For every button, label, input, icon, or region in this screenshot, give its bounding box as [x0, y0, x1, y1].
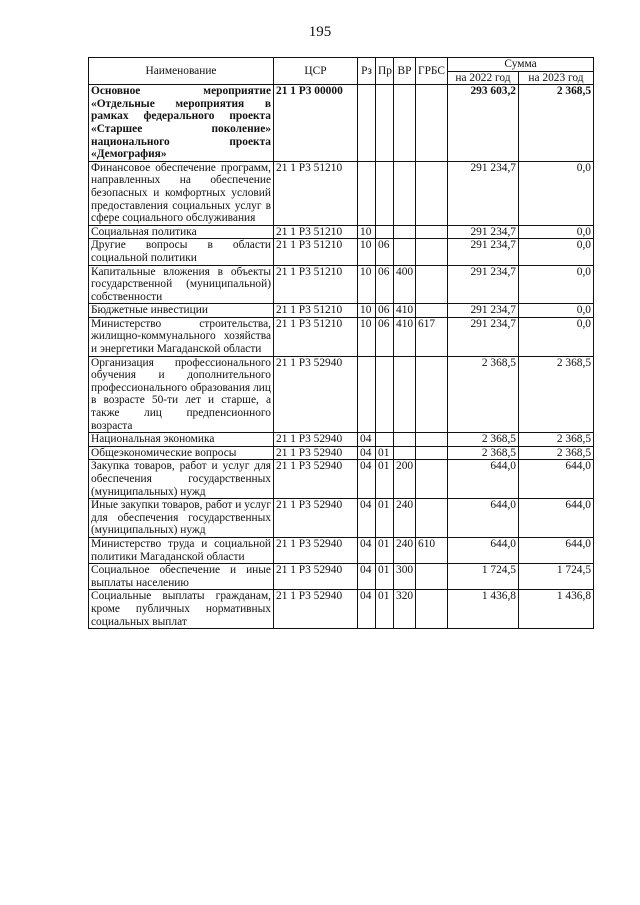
cell-rz: 10	[358, 304, 376, 318]
cell-pr: 01	[376, 446, 394, 460]
cell-y2022: 291 234,7	[448, 265, 519, 304]
cell-y2022: 2 368,5	[448, 433, 519, 447]
cell-name: Организация профессионального обучения и дополнительного профессионального образования лиц в возрасте 50-ти лет и старше, а также лиц предпенсионного возраста	[89, 356, 274, 433]
cell-vr: 320	[394, 590, 416, 629]
cell-csr: 21 1 Р3 52940	[274, 590, 358, 629]
table-row	[89, 446, 594, 460]
header-pr: Пр	[376, 58, 394, 85]
cell-y2023: 1 724,5	[519, 564, 594, 590]
cell-vr	[394, 239, 416, 265]
cell-pr: 01	[376, 537, 394, 563]
cell-y2023: 0,0	[519, 317, 594, 356]
cell-name: Капитальные вложения в объекты государственной (муниципальной) собственности	[89, 265, 274, 304]
cell-rz: 10	[358, 265, 376, 304]
table-row	[89, 304, 594, 318]
cell-rz: 10	[358, 225, 376, 239]
cell-y2022: 644,0	[448, 460, 519, 499]
cell-rz: 10	[358, 317, 376, 356]
table-row	[89, 499, 594, 538]
cell-name: Закупка товаров, работ и услуг для обеспечения государственных (муниципальных) нужд	[89, 460, 274, 499]
cell-pr: 06	[376, 265, 394, 304]
table-row	[89, 239, 594, 265]
cell-y2023: 2 368,5	[519, 446, 594, 460]
cell-y2022: 291 234,7	[448, 225, 519, 239]
cell-y2022: 291 234,7	[448, 239, 519, 265]
cell-grbs	[416, 564, 448, 590]
table-row	[89, 265, 594, 304]
cell-csr: 21 1 Р3 52940	[274, 460, 358, 499]
table-row	[89, 356, 594, 433]
cell-y2023: 0,0	[519, 265, 594, 304]
table-row	[89, 433, 594, 447]
cell-y2023: 1 436,8	[519, 590, 594, 629]
cell-rz: 04	[358, 499, 376, 538]
cell-vr: 240	[394, 537, 416, 563]
cell-csr: 21 1 Р3 51210	[274, 225, 358, 239]
cell-name: Министерство строительства, жилищно-коммунального хозяйства и энергетики Магаданской области	[89, 317, 274, 356]
cell-y2022: 2 368,5	[448, 446, 519, 460]
table-row	[89, 537, 594, 563]
cell-csr: 21 1 Р3 52940	[274, 564, 358, 590]
table-row	[89, 590, 594, 629]
cell-rz: 04	[358, 537, 376, 563]
cell-csr: 21 1 Р3 00000	[274, 85, 358, 162]
cell-name: Бюджетные инвестиции	[89, 304, 274, 318]
header-year-2022: на 2022 год	[448, 71, 519, 85]
cell-pr: 01	[376, 460, 394, 499]
cell-rz: 04	[358, 590, 376, 629]
cell-rz	[358, 85, 376, 162]
cell-vr: 400	[394, 265, 416, 304]
cell-csr: 21 1 Р3 51210	[274, 161, 358, 225]
cell-csr: 21 1 Р3 52940	[274, 537, 358, 563]
cell-vr: 300	[394, 564, 416, 590]
cell-rz	[358, 161, 376, 225]
cell-vr	[394, 225, 416, 239]
cell-grbs	[416, 85, 448, 162]
cell-grbs	[416, 460, 448, 499]
cell-name: Министерство труда и социальной политики Магаданской области	[89, 537, 274, 563]
cell-csr: 21 1 Р3 51210	[274, 304, 358, 318]
cell-grbs	[416, 446, 448, 460]
cell-grbs	[416, 265, 448, 304]
cell-csr: 21 1 Р3 51210	[274, 317, 358, 356]
cell-y2023: 644,0	[519, 537, 594, 563]
page-number: 195	[308, 24, 332, 40]
cell-vr	[394, 433, 416, 447]
cell-pr	[376, 433, 394, 447]
cell-vr	[394, 356, 416, 433]
cell-rz: 04	[358, 446, 376, 460]
table-row	[89, 161, 594, 225]
table-body	[89, 85, 594, 629]
cell-y2022: 1 724,5	[448, 564, 519, 590]
header-rz: Рз	[358, 58, 376, 85]
cell-pr	[376, 356, 394, 433]
cell-y2022: 644,0	[448, 537, 519, 563]
cell-csr: 21 1 Р3 51210	[274, 265, 358, 304]
cell-grbs	[416, 356, 448, 433]
header-year-2023: на 2023 год	[519, 71, 594, 85]
cell-pr	[376, 161, 394, 225]
cell-y2022: 2 368,5	[448, 356, 519, 433]
budget-table	[88, 57, 594, 629]
cell-pr	[376, 85, 394, 162]
table-row	[89, 85, 594, 162]
header-grbs: ГРБС	[416, 58, 448, 85]
cell-csr: 21 1 Р3 52940	[274, 356, 358, 433]
cell-name: Иные закупки товаров, работ и услуг для обеспечения государственных (муниципальных) нужд	[89, 499, 274, 538]
cell-y2022: 291 234,7	[448, 317, 519, 356]
cell-rz: 10	[358, 239, 376, 265]
cell-y2023: 0,0	[519, 304, 594, 318]
header-sum: Сумма	[448, 58, 594, 72]
cell-y2023: 2 368,5	[519, 433, 594, 447]
cell-grbs: 617	[416, 317, 448, 356]
table-row	[89, 225, 594, 239]
cell-vr	[394, 446, 416, 460]
cell-y2023: 0,0	[519, 161, 594, 225]
cell-rz	[358, 356, 376, 433]
cell-name: Социальные выплаты гражданам, кроме публичных нормативных социальных выплат	[89, 590, 274, 629]
cell-name: Финансовое обеспечение программ, направленных на обеспечение безопасных и комфортных условий предоставления социальных услуг в сфере социального обслуживания	[89, 161, 274, 225]
cell-rz: 04	[358, 433, 376, 447]
cell-pr: 06	[376, 239, 394, 265]
cell-pr: 06	[376, 304, 394, 318]
cell-y2023: 2 368,5	[519, 356, 594, 433]
cell-pr: 06	[376, 317, 394, 356]
cell-name: Другие вопросы в области социальной политики	[89, 239, 274, 265]
header-vr: ВР	[394, 58, 416, 85]
cell-y2023: 2 368,5	[519, 85, 594, 162]
header-csr: ЦСР	[274, 58, 358, 85]
cell-y2022: 1 436,8	[448, 590, 519, 629]
cell-grbs	[416, 304, 448, 318]
cell-grbs	[416, 590, 448, 629]
cell-rz: 04	[358, 564, 376, 590]
cell-name: Социальная политика	[89, 225, 274, 239]
table-row	[89, 564, 594, 590]
cell-csr: 21 1 Р3 52940	[274, 499, 358, 538]
cell-vr: 410	[394, 317, 416, 356]
cell-name: Социальное обеспечение и иные выплаты населению	[89, 564, 274, 590]
cell-grbs	[416, 161, 448, 225]
cell-vr: 240	[394, 499, 416, 538]
table-row	[89, 317, 594, 356]
cell-pr: 01	[376, 499, 394, 538]
cell-y2023: 0,0	[519, 239, 594, 265]
cell-y2023: 644,0	[519, 499, 594, 538]
cell-vr	[394, 161, 416, 225]
cell-csr: 21 1 Р3 51210	[274, 239, 358, 265]
cell-y2022: 644,0	[448, 499, 519, 538]
cell-pr: 01	[376, 564, 394, 590]
cell-vr: 200	[394, 460, 416, 499]
header-name: Наименование	[89, 58, 274, 85]
cell-grbs	[416, 225, 448, 239]
cell-y2023: 0,0	[519, 225, 594, 239]
cell-vr: 410	[394, 304, 416, 318]
cell-name: Национальная экономика	[89, 433, 274, 447]
cell-y2022: 291 234,7	[448, 161, 519, 225]
cell-csr: 21 1 Р3 52940	[274, 446, 358, 460]
cell-y2023: 644,0	[519, 460, 594, 499]
cell-pr	[376, 225, 394, 239]
cell-vr	[394, 85, 416, 162]
cell-pr: 01	[376, 590, 394, 629]
cell-grbs	[416, 239, 448, 265]
cell-name: Общеэкономические вопросы	[89, 446, 274, 460]
cell-csr: 21 1 Р3 52940	[274, 433, 358, 447]
cell-y2022: 291 234,7	[448, 304, 519, 318]
cell-rz: 04	[358, 460, 376, 499]
header-row	[89, 58, 594, 72]
cell-name: Основное мероприятие «Отдельные мероприятия в рамках федерального проекта «Старшее поколение» национального проекта «Демография»	[89, 85, 274, 162]
cell-y2022: 293 603,2	[448, 85, 519, 162]
cell-grbs	[416, 433, 448, 447]
cell-grbs: 610	[416, 537, 448, 563]
table-row	[89, 460, 594, 499]
cell-grbs	[416, 499, 448, 538]
